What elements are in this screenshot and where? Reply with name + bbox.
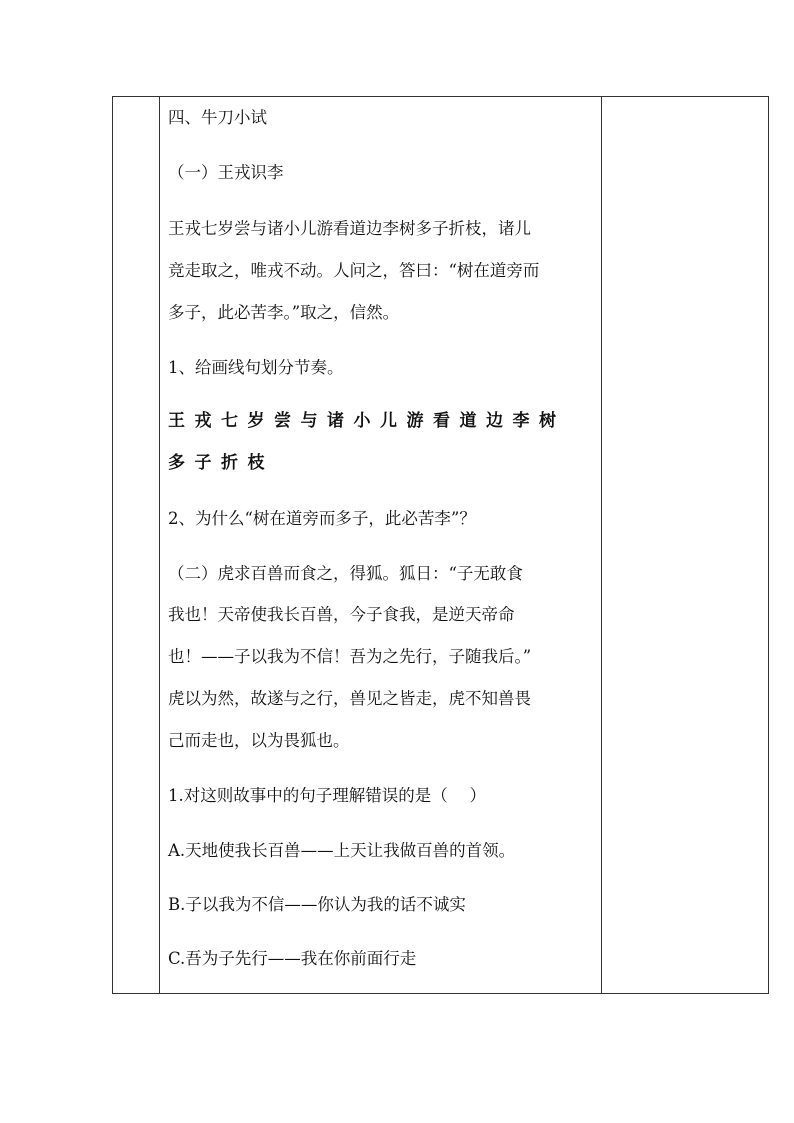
story-one-text-line-1: 王戎七岁尝与诸小儿游看道边李树多子折枝，诸儿 bbox=[168, 219, 531, 238]
multiple-choice-question: 1.对这则故事中的句子理解错误的是（ ） bbox=[168, 786, 486, 805]
option-b: B.子以我为不信——你认为我的话不诚实 bbox=[168, 895, 466, 914]
story-one-text-line-3: 多子，此必苦李。”取之，信然。 bbox=[168, 303, 400, 322]
story-two-line-5: 己而走也，以为畏狐也。 bbox=[168, 731, 350, 750]
question-2: 2、为什么“树在道旁而多子，此必苦李”？ bbox=[168, 509, 476, 528]
section-heading: 四、牛刀小试 bbox=[168, 108, 267, 127]
left-column-divider bbox=[159, 97, 160, 993]
story-two-line-3: 也！——子以我为不信！吾为之先行，子随我后。” bbox=[168, 647, 532, 666]
option-c: C.吾为子先行——我在你前面行走 bbox=[168, 949, 417, 968]
story-one-title: （一）王戎识李 bbox=[168, 163, 284, 182]
lesson-table bbox=[112, 96, 769, 994]
rhythm-sentence-line-1: 王戎七岁尝与诸小儿游看道边李树 bbox=[168, 411, 566, 431]
rhythm-sentence-line-2: 多子折枝 bbox=[168, 453, 274, 473]
question-1: 1、给画线句划分节奏。 bbox=[168, 358, 344, 377]
story-two-line-4: 虎以为然，故遂与之行，兽见之皆走，虎不知兽畏 bbox=[168, 689, 531, 708]
right-column-divider bbox=[601, 97, 602, 993]
story-one-text-line-2: 竞走取之，唯戎不动。人问之，答曰：“树在道旁而 bbox=[168, 261, 540, 280]
story-two-line-1: （二）虎求百兽而食之，得狐。狐日：“子无敢食 bbox=[168, 564, 523, 583]
story-two-line-2: 我也！天帝使我长百兽，今子食我，是逆天帝命 bbox=[168, 605, 515, 624]
option-a: A.天地使我长百兽——上天让我做百兽的首领。 bbox=[168, 841, 516, 860]
